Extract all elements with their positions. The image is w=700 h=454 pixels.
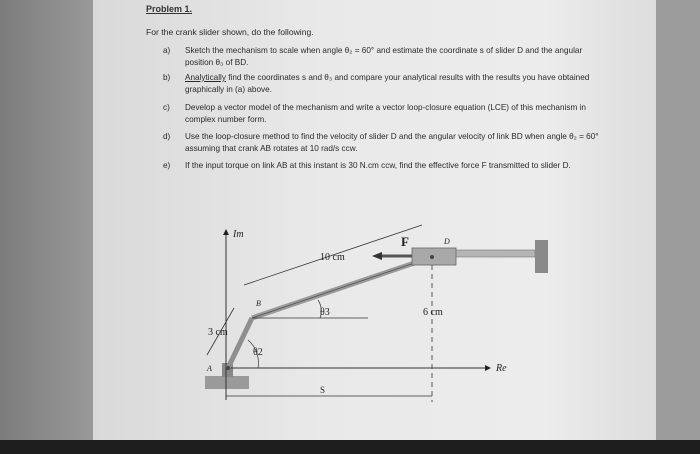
item-label: b)	[163, 73, 171, 82]
wall-block	[535, 240, 548, 273]
item-label: c)	[163, 103, 170, 112]
s-label: S	[320, 385, 326, 395]
item-emphasis: Analytically	[185, 73, 226, 82]
length-ab-label: 3 cm	[208, 327, 228, 338]
theta2-label: θ2	[253, 347, 263, 358]
point-d-label: D	[444, 237, 450, 246]
item-label: a)	[163, 46, 171, 55]
point-b-label: B	[256, 299, 261, 308]
crank-ab	[228, 318, 252, 368]
item-text: Sketch the mechanism to scale when angle θ₂ = 60° and estimate the coordinate s of slider D and the angular position θ₃ of BD.	[185, 46, 583, 68]
problem-intro: For the crank slider shown, do the following.	[146, 27, 314, 37]
length-bd-label: 10 cm	[320, 252, 345, 263]
re-label: Re	[496, 363, 507, 374]
problem-title: Problem 1.	[146, 4, 193, 14]
item-text: Use the loop-closure method to find the velocity of slider D and the angular velocity of link BD when angle θ₂ = 60° assuming that crank AB rotates at 10 rad/s ccw.	[185, 132, 599, 154]
item-text: Develop a vector model of the mechanism and write a vector loop-closure equation (LCE) of this mechanism in complex number form.	[185, 103, 586, 125]
im-label: Im	[233, 229, 244, 240]
item-text: If the input torque on link AB at this instant is 30 N.cm ccw, find the effective force F transmitted to slider D.	[185, 161, 571, 170]
force-label: F	[401, 234, 409, 249]
slider-d	[412, 248, 456, 265]
point-a-label: A	[207, 364, 212, 373]
theta3-label: θ3	[320, 307, 330, 318]
item-label: e)	[163, 161, 171, 170]
offset-label: 6 cm	[423, 307, 443, 318]
item-label: d)	[163, 132, 171, 141]
ground-block	[205, 376, 249, 389]
item-text: find the coordinates s and θ₃ and compare your analytical results with the results you have obtained graphically in (a) above.	[185, 73, 590, 95]
